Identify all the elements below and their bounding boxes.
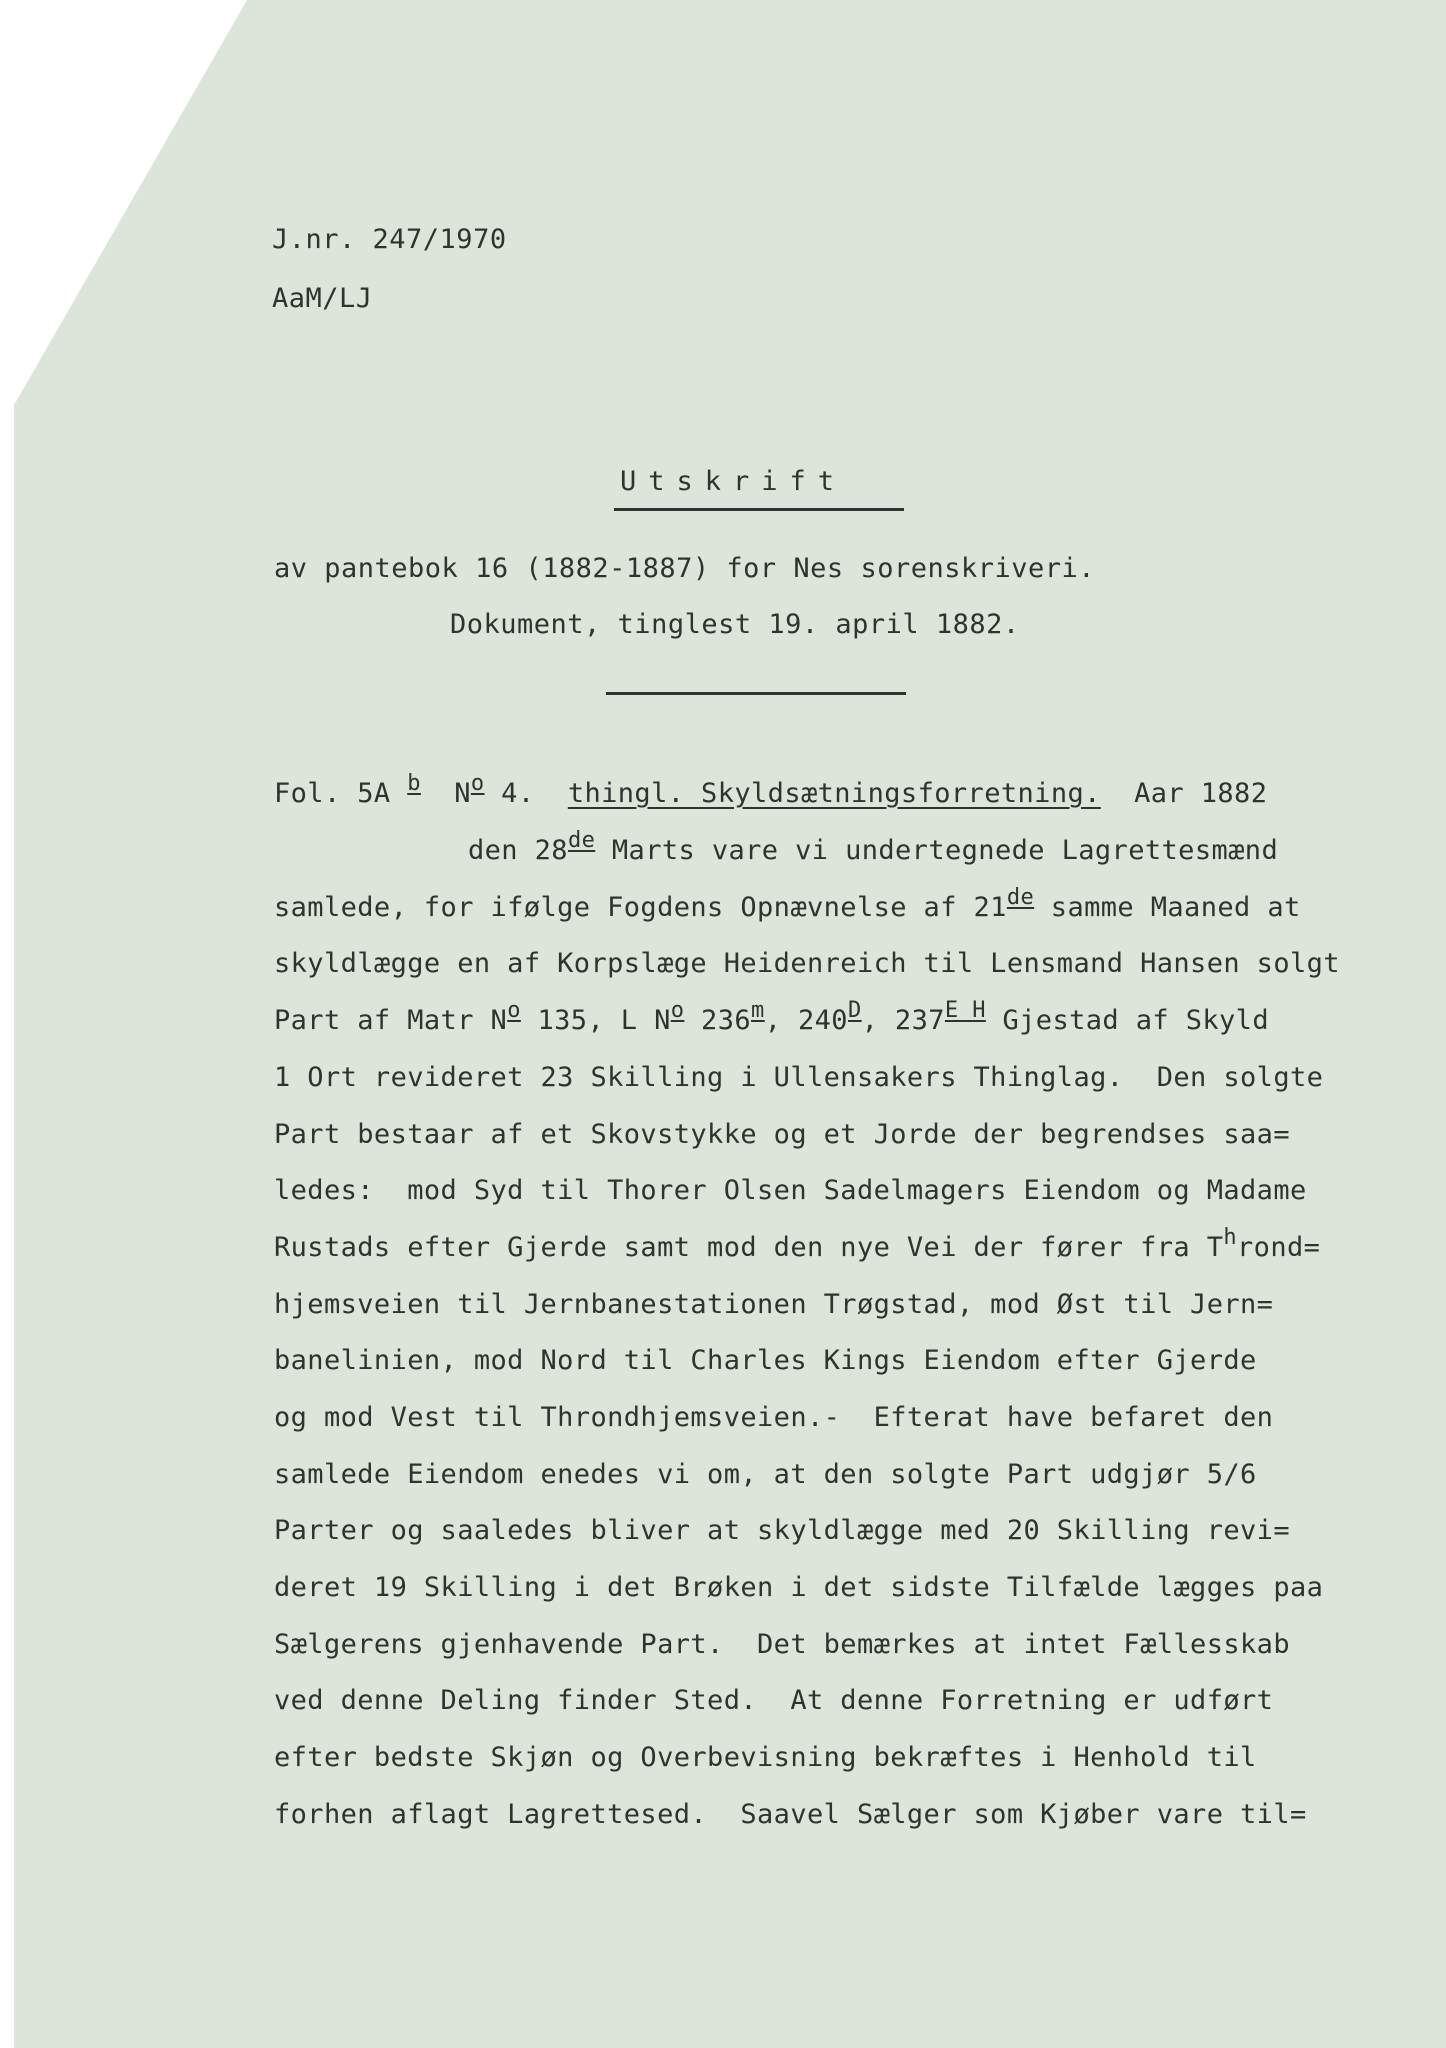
entry-year: Aar 1882 — [1100, 778, 1268, 809]
number-label: N — [454, 778, 471, 809]
body-line-19: forhen aflagt Lagrettesed. Saavel Sælger som Kjøber vare til= — [274, 1799, 1307, 1830]
line5-sup5: E H — [944, 998, 986, 1023]
line9-post: rond= — [1237, 1232, 1321, 1263]
line9-sup: h — [1223, 1225, 1238, 1250]
line5-e: , 237 — [861, 1005, 945, 1036]
body-line-9 — [274, 1225, 1321, 1263]
date-pre: den 28 — [468, 835, 568, 866]
body-line-5 — [274, 998, 1269, 1036]
number-sup: o — [470, 771, 485, 796]
line5-a: Part af Matr N — [274, 1005, 508, 1036]
body-line-14: Parter og saaledes bliver at skyldlægge med 20 Skilling revi= — [274, 1515, 1290, 1546]
body-line-16: Sælgerens gjenhavende Part. Det bemærkes at intet Fællesskab — [274, 1629, 1290, 1660]
body-line-10: hjemsveien til Jernbanestationen Trøgstad, mod Øst til Jern= — [274, 1289, 1274, 1320]
body-line-18: efter bedste Skjøn og Overbevisning bekræftes i Henhold til — [274, 1742, 1257, 1773]
body-line-3 — [274, 885, 1301, 923]
line5-d: , 240 — [764, 1005, 848, 1036]
body-line-11: banelinien, mod Nord til Charles Kings Eiendom efter Gjerde — [274, 1345, 1257, 1376]
folio-label: Fol. 5A — [274, 778, 391, 809]
line5-sup1: o — [507, 998, 521, 1023]
document-title: Utskrift — [620, 466, 847, 497]
body-line-12: og mod Vest til Throndhjemsveien.- Efterat have befaret den — [274, 1402, 1274, 1433]
entry-heading-line — [274, 771, 1268, 809]
line5-f: Gjestad af Skyld — [985, 1005, 1269, 1036]
body-line-4: skyldlægge en af Korpslæge Heidenreich til Lensmand Hansen solgt — [274, 948, 1340, 979]
body-line-2 — [468, 828, 1279, 866]
title-underline — [614, 508, 904, 511]
initials: AaM/LJ — [272, 283, 373, 314]
body-line-8: ledes: mod Syd til Thorer Olsen Sadelmagers Eiendom og Madame — [274, 1175, 1307, 1206]
body-line-17: ved denne Deling finder Sted. At denne Forretning er udført — [274, 1685, 1274, 1716]
line3-sup: de — [1006, 885, 1035, 910]
body-line-7: Part bestaar af et Skovstykke og et Jorde der begrendses saa= — [274, 1119, 1290, 1150]
line3-post: samme Maaned at — [1034, 892, 1301, 923]
body-line-13: samlede Eiendom enedes vi om, at den solgte Part udgjør 5/6 — [274, 1459, 1257, 1490]
date-sup: de — [567, 828, 596, 853]
subtitle: av pantebok 16 (1882-1887) for Nes sorenskriveri. — [274, 553, 1096, 584]
separator-rule — [606, 692, 906, 695]
line5-sup3: m — [751, 998, 765, 1023]
document-line: Dokument, tinglest 19. april 1882. — [450, 609, 1020, 640]
number-value: 4. — [484, 778, 535, 809]
line5-sup2: o — [670, 998, 685, 1023]
line5-c: 236 — [684, 1005, 752, 1036]
line5-sup4: D — [847, 998, 862, 1023]
date-post: Marts vare vi undertegnede Lagrettesmænd — [595, 835, 1279, 866]
body-line-6: 1 Ort revideret 23 Skilling i Ullensakers Thinglag. Den solgte — [274, 1062, 1324, 1093]
folio-sup: b — [407, 771, 421, 796]
journal-number: J.nr. 247/1970 — [272, 224, 507, 255]
line3-pre: samlede, for ifølge Fogdens Opnævnelse af 21 — [274, 892, 1007, 923]
entry-heading: thingl. Skyldsætningsforretning. — [567, 778, 1101, 809]
line5-b: 135, L N — [520, 1005, 671, 1036]
line9-pre: Rustads efter Gjerde samt mod den nye Vei der fører fra T — [274, 1232, 1224, 1263]
body-line-15: deret 19 Skilling i det Brøken i det sidste Tilfælde lægges paa — [274, 1572, 1324, 1603]
